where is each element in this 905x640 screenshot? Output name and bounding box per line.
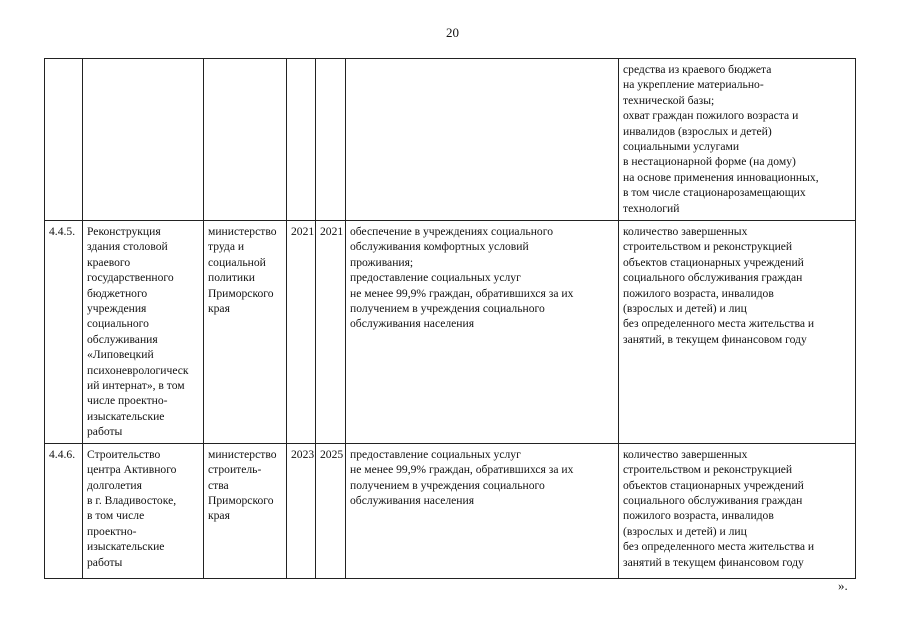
cell-number xyxy=(45,59,83,221)
cell-expected-result: предоставление социальных услуг не менее 99,9% граждан, обратившихся за их получением в учреждения социального обслуживания населения xyxy=(346,443,619,578)
cell-year-start: 2021 xyxy=(287,221,316,444)
cell-number: 4.4.6. xyxy=(45,443,83,578)
cell-activity-name xyxy=(83,59,204,221)
closing-quote-mark: ». xyxy=(838,578,848,593)
table-row xyxy=(45,443,856,578)
cell-indicator: количество завершенных строительством и реконструкцией объектов стационарных учреждений социального обслуживания граждан пожилого возраста, инвалидов (взрослых и детей) и лиц без определенного места жительства и занятий, в текущем финансовом году xyxy=(619,221,856,444)
cell-expected-result: обеспечение в учреждениях социального обслуживания комфортных условий проживания; предоставление социальных услуг не менее 99,9% граждан, обратившихся за их получением в учреждения социального обслуживания населения xyxy=(346,221,619,444)
cell-year-end: 2025 xyxy=(316,443,346,578)
cell-year-end xyxy=(316,59,346,221)
cell-indicator: количество завершенных строительством и реконструкцией объектов стационарных учреждений социального обслуживания граждан пожилого возраста, инвалидов (взрослых и детей) и лиц без определенного места жительства и занятий в текущем финансовом году xyxy=(619,443,856,578)
cell-activity-name: Реконструкция здания столовой краевого государственного бюджетного учреждения социального обслуживания «Липовецкий психоневрологическ ий интернат», в том числе проектно- изыскательские работы xyxy=(83,221,204,444)
page-number: 20 xyxy=(446,25,459,40)
cell-executor: министерство труда и социальной политики Приморского края xyxy=(204,221,287,444)
cell-executor: министерство строитель- ства Приморского края xyxy=(204,443,287,578)
cell-expected-result xyxy=(346,59,619,221)
cell-year-start xyxy=(287,59,316,221)
cell-number: 4.4.5. xyxy=(45,221,83,444)
program-activities-table xyxy=(44,58,856,579)
table-row xyxy=(45,59,856,221)
cell-indicator: средства из краевого бюджета на укрепление материально- технической базы; охват граждан пожилого возраста и инвалидов (взрослых и детей) социальными услугами в нестационарной форме (на дому) на основе применения инновационных, в том числе стационарозамещающих технологий xyxy=(619,59,856,221)
cell-executor xyxy=(204,59,287,221)
table-row xyxy=(45,221,856,444)
cell-year-start: 2023 xyxy=(287,443,316,578)
cell-year-end: 2021 xyxy=(316,221,346,444)
cell-activity-name: Строительство центра Активного долголетия в г. Владивостоке, в том числе проектно- изыскательские работы xyxy=(83,443,204,578)
